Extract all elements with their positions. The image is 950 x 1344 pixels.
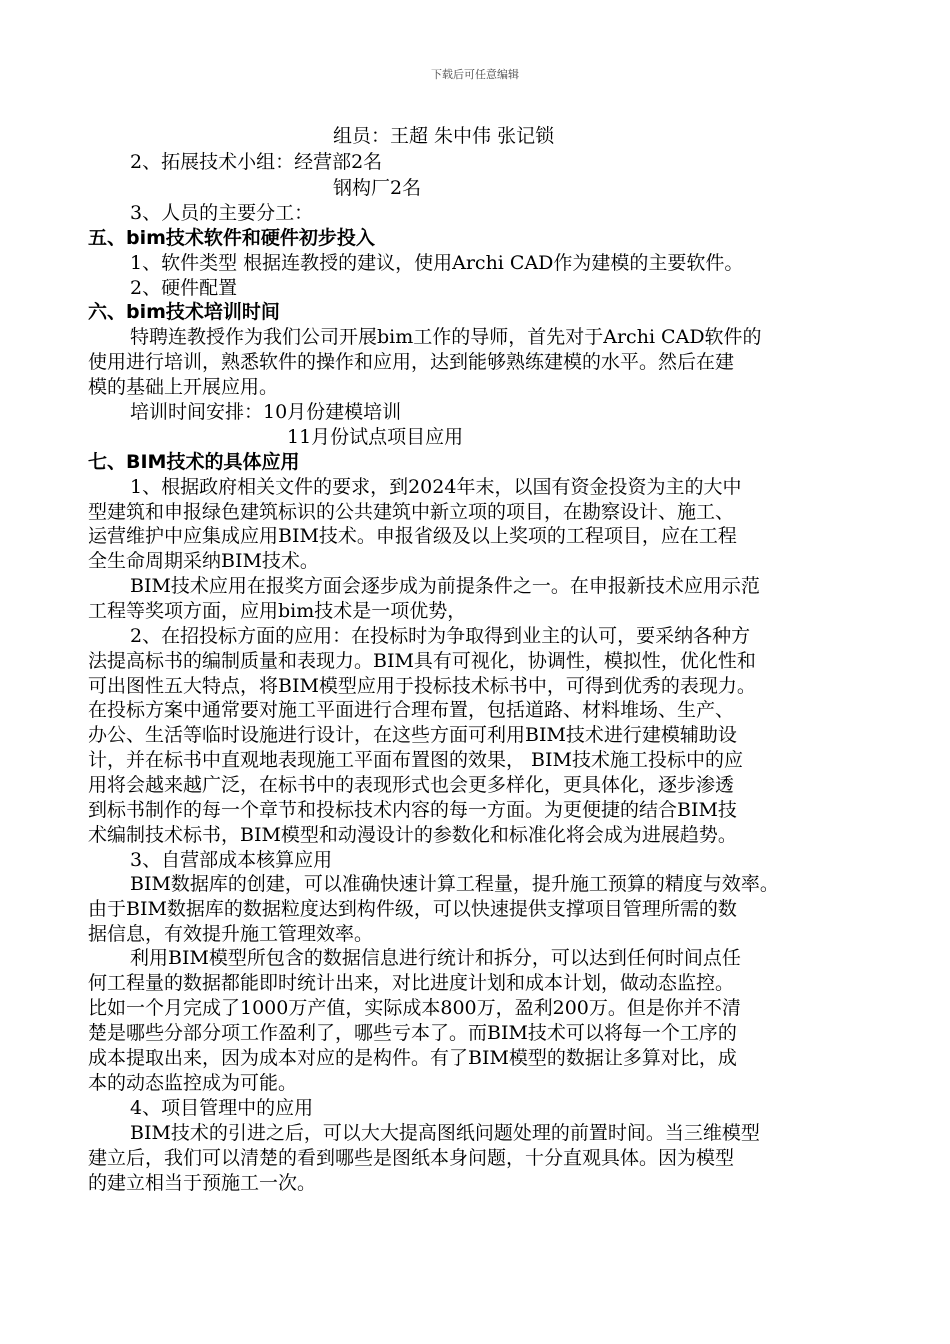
text-line: 由于BIM数据库的数据粒度达到构件级，可以快速提供支撑项目管理所需的数 bbox=[88, 898, 737, 920]
text-line: 使用进行培训，熟悉软件的操作和应用，达到能够熟练建模的水平。然后在建 bbox=[88, 351, 735, 373]
text-line: 术编制技术标书，BIM模型和动漫设计的参数化和标准化将会成为进展趋势。 bbox=[88, 824, 737, 846]
text-line: 培训时间安排：10月份建模培训 bbox=[130, 401, 402, 423]
text-line: 1、根据政府相关文件的要求，到2024年末，以国有资金投资为主的大中 bbox=[130, 476, 742, 498]
text-line: 办公、生活等临时设施进行设计，在这些方面可利用BIM技术进行建模辅助设 bbox=[88, 724, 737, 746]
text-line: 11月份试点项目应用 bbox=[287, 426, 464, 448]
text-line: 据信息，有效提升施工管理效率。 bbox=[88, 923, 374, 945]
text-line: BIM数据库的创建，可以准确快速计算工程量，提升施工预算的精度与效率。 bbox=[130, 873, 779, 895]
text-line: 成本提取出来，因为成本对应的是构件。有了BIM模型的数据让多算对比，成 bbox=[88, 1047, 737, 1069]
text-line: 的建立相当于预施工一次。 bbox=[88, 1172, 317, 1194]
text-line: 建立后，我们可以清楚的看到哪些是图纸本身问题，十分直观具体。因为模型 bbox=[88, 1147, 735, 1169]
text-line: 可出图性五大特点，将BIM模型应用于投标技术标书中，可得到优秀的表现力。 bbox=[88, 675, 756, 697]
page-header: 下载后可任意编辑 bbox=[431, 68, 519, 81]
text-line: 2、拓展技术小组：经营部2名 bbox=[130, 151, 383, 173]
section-heading: 六、bim技术培训时间 bbox=[88, 301, 280, 323]
text-line: 何工程量的数据都能即时统计出来，对比进度计划和成本计划，做动态监控。 bbox=[88, 972, 735, 994]
text-line: 全生命周期采纳BIM技术。 bbox=[88, 550, 319, 572]
text-line: 3、自营部成本核算应用 bbox=[130, 849, 333, 871]
text-line: 型建筑和申报绿色建筑标识的公共建筑中新立项的项目，在勘察设计、施工、 bbox=[88, 501, 735, 523]
section-heading: 七、BIM技术的具体应用 bbox=[88, 451, 300, 473]
text-line: 到标书制作的每一个章节和投标技术内容的每一方面。为更便捷的结合BIM技 bbox=[88, 799, 737, 821]
text-line: 利用BIM模型所包含的数据信息进行统计和拆分，可以达到任何时间点任 bbox=[130, 947, 741, 969]
text-line: 工程等奖项方面，应用bim技术是一项优势， bbox=[88, 600, 467, 622]
text-line: 特聘连教授作为我们公司开展bim工作的导师，首先对于Archi CAD软件的 bbox=[130, 326, 762, 348]
text-line: 2、在招投标方面的应用：在投标时为争取得到业主的认可，要采纳各种方 bbox=[130, 625, 751, 647]
text-line: 2、硬件配置 bbox=[130, 277, 238, 299]
text-line: 3、人员的主要分工： bbox=[130, 202, 314, 224]
text-line: 组员：王超 朱中伟 张记锁 bbox=[333, 125, 555, 147]
text-line: 钢构厂2名 bbox=[333, 177, 422, 199]
text-line: BIM技术的引进之后，可以大大提高图纸问题处理的前置时间。当三维模型 bbox=[130, 1122, 760, 1144]
text-line: 在投标方案中通常要对施工平面进行合理布置，包括道路、材料堆场、生产、 bbox=[88, 699, 735, 721]
text-line: 用将会越来越广泛，在标书中的表现形式也会更多样化，更具体化，逐步渗透 bbox=[88, 774, 735, 796]
text-line: 4、项目管理中的应用 bbox=[130, 1097, 314, 1119]
text-line: 模的基础上开展应用。 bbox=[88, 376, 279, 398]
text-line: 运营维护中应集成应用BIM技术。申报省级及以上奖项的工程项目，应在工程 bbox=[88, 525, 737, 547]
text-line: 比如一个月完成了1000万产值，实际成本800万，盈利200万。但是你并不清 bbox=[88, 997, 741, 1019]
text-line: 计，并在标书中直观地表现施工平面布置图的效果， BIM技术施工投标中的应 bbox=[88, 749, 743, 771]
text-line: 1、软件类型 根据连教授的建议，使用Archi CAD作为建模的主要软件。 bbox=[130, 252, 744, 274]
text-line: 本的动态监控成为可能。 bbox=[88, 1072, 298, 1094]
text-line: 法提高标书的编制质量和表现力。BIM具有可视化，协调性，模拟性，优化性和 bbox=[88, 650, 756, 672]
text-line: 楚是哪些分部分项工作盈利了，哪些亏本了。而BIM技术可以将每一个工序的 bbox=[88, 1022, 737, 1044]
text-line: BIM技术应用在报奖方面会逐步成为前提条件之一。在申报新技术应用示范 bbox=[130, 575, 760, 597]
section-heading: 五、bim技术软件和硬件初步投入 bbox=[88, 227, 375, 249]
